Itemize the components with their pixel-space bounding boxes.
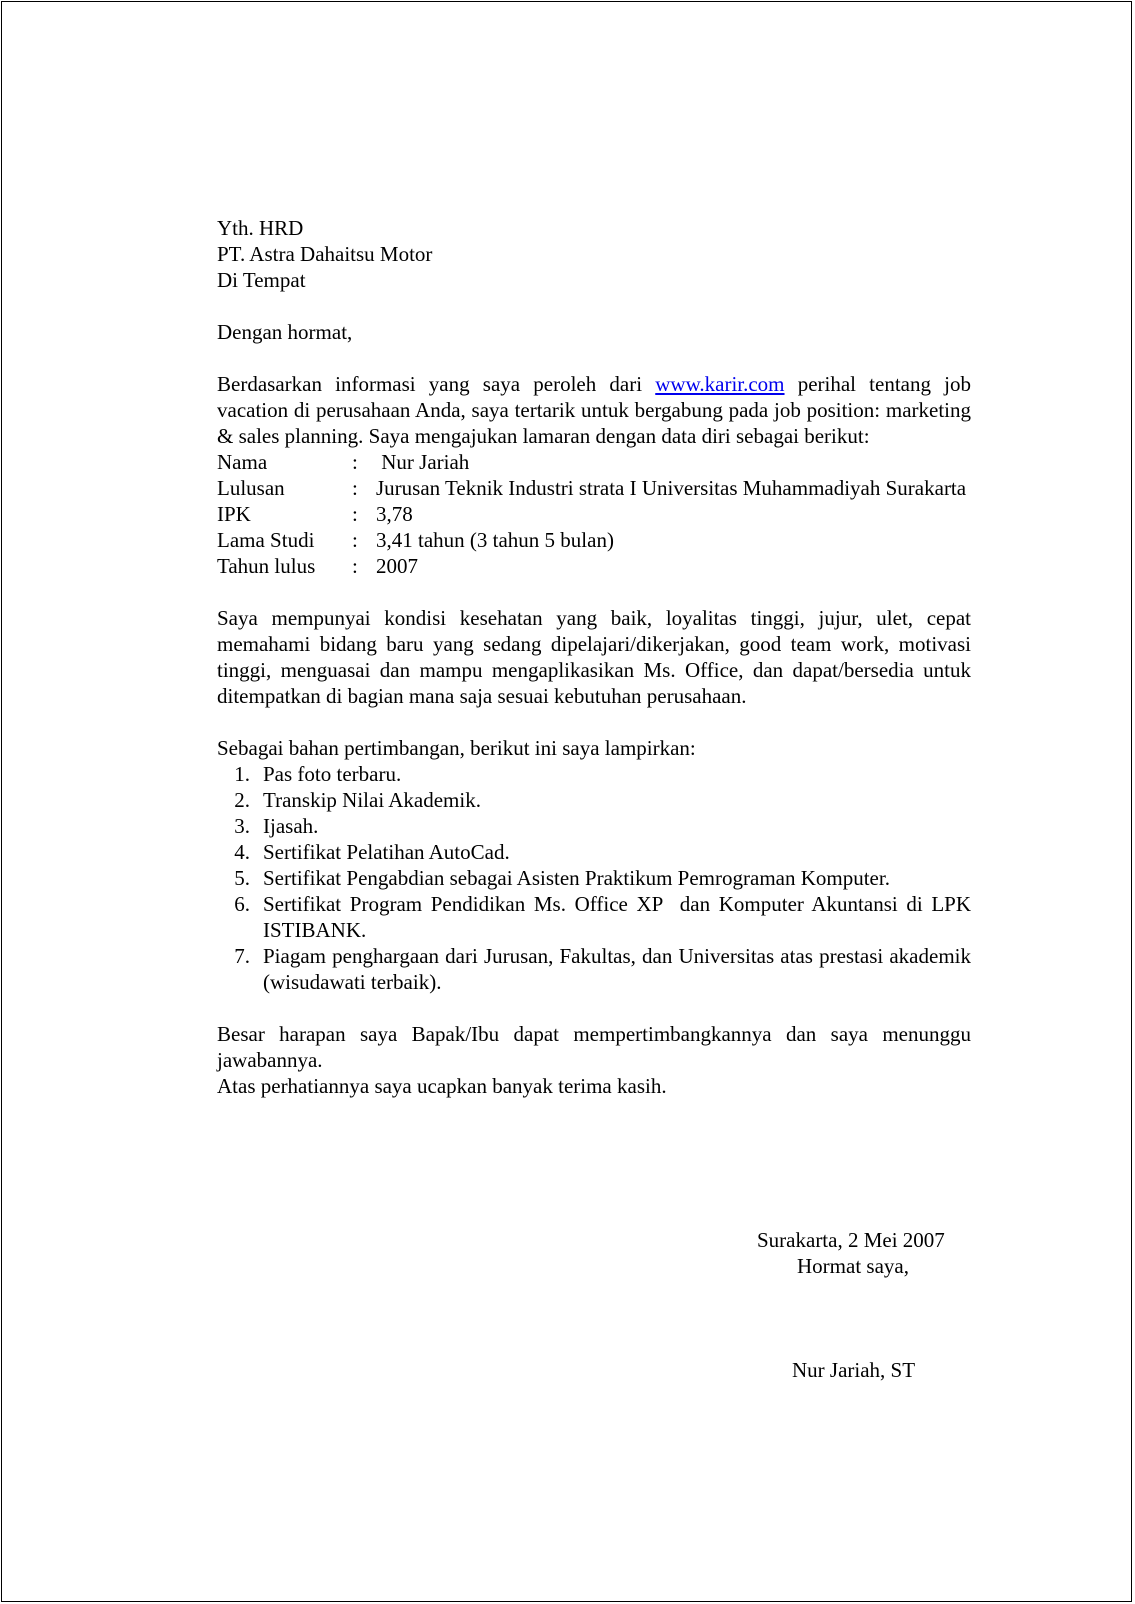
data-row-lulusan (217, 475, 971, 501)
list-text: Ijasah. (263, 814, 319, 838)
personal-data-list (217, 449, 971, 579)
data-value: Jurusan Teknik Industri strata I Universitas Muhammadiyah Surakarta (376, 476, 967, 500)
closing-thanks: Atas perhatiannya saya ucapkan banyak terima kasih. (217, 1074, 667, 1098)
list-item (217, 761, 971, 787)
list-text: Sertifikat Program Pendidikan Ms. Office XP dan Komputer Akuntansi di LPK ISTIBANK. (263, 892, 977, 942)
qualities-paragraph: Saya mempunyai kondisi kesehatan yang baik, loyalitas tinggi, jujur, ulet, cepat memahami bidang baru yang sedang dipelajari/dikerjakan, good team work, motivasi tinggi, menguasai dan mampu mengaplikasikan Ms. Office, dan dapat/bersedia untuk ditempatkan di bagian mana saja sesuai kebutuhan perusahaan. (217, 606, 971, 708)
list-number: 2. (234, 788, 250, 812)
list-number: 6. (234, 892, 250, 916)
recipient-line-2: PT. Astra Dahaitsu Motor (217, 242, 433, 266)
data-colon: : (352, 528, 358, 552)
data-row-lama-studi (217, 527, 971, 553)
data-colon: : (352, 450, 358, 474)
list-item (217, 787, 971, 813)
list-number: 3. (234, 814, 250, 838)
intro-text-rest: perihal tentang job vacation di perusahaan Anda, saya tertarik untuk bergabung pada job position: marketing & sales planning. Saya mengajukan lamaran dengan data diri sebagai berikut: (217, 372, 972, 448)
data-colon: : (352, 502, 358, 526)
list-item (217, 839, 971, 865)
list-number: 4. (234, 840, 250, 864)
data-row-nama (217, 449, 971, 475)
data-label: Lulusan (217, 476, 285, 500)
list-number: 7. (234, 944, 250, 968)
data-value: 3,41 tahun (3 tahun 5 bulan) (376, 528, 614, 552)
intro-text-start: Berdasarkan informasi yang saya peroleh dari (217, 372, 656, 396)
list-number: 1. (234, 762, 250, 786)
signature-regards: Hormat saya, (797, 1254, 909, 1278)
intro-paragraph (217, 371, 971, 449)
list-item (217, 891, 977, 943)
data-row-tahun-lulus (217, 553, 971, 579)
data-label: Lama Studi (217, 528, 315, 552)
recipient-line-1: Yth. HRD (217, 216, 304, 240)
karir-link[interactable]: www.karir.com (655, 372, 785, 396)
letter-body (217, 215, 977, 1382)
data-value: 2007 (376, 554, 418, 578)
salutation: Dengan hormat, (217, 320, 353, 344)
data-value: Nur Jariah (376, 450, 470, 474)
data-value: 3,78 (376, 502, 413, 526)
attachments-intro: Sebagai bahan pertimbangan, berikut ini saya lampirkan: (217, 736, 696, 760)
list-item (217, 865, 971, 891)
list-item (217, 943, 971, 995)
list-number: 5. (234, 866, 250, 890)
signature-place-date: Surakarta, 2 Mei 2007 (757, 1228, 945, 1252)
list-text: Sertifikat Pelatihan AutoCad. (263, 840, 510, 864)
list-item (217, 813, 971, 839)
closing-hope: Besar harapan saya Bapak/Ibu dapat mempertimbangkannya dan saya menunggu jawabannya. (217, 1022, 971, 1072)
signature-name: Nur Jariah, ST (792, 1358, 916, 1382)
recipient-line-3: Di Tempat (217, 268, 306, 292)
data-colon: : (352, 554, 358, 578)
data-colon: : (352, 476, 358, 500)
list-text: Pas foto terbaru. (263, 762, 402, 786)
data-row-ipk (217, 501, 971, 527)
list-text: Piagam penghargaan dari Jurusan, Fakultas, dan Universitas atas prestasi akademik (wisudawati terbaik). (263, 944, 971, 994)
list-text: Transkip Nilai Akademik. (263, 788, 481, 812)
attachments-list (217, 761, 977, 995)
list-text: Sertifikat Pengabdian sebagai Asisten Praktikum Pemrograman Komputer. (263, 866, 890, 890)
data-label: Nama (217, 450, 268, 474)
data-label: IPK (217, 502, 251, 526)
data-label: Tahun lulus (217, 554, 316, 578)
